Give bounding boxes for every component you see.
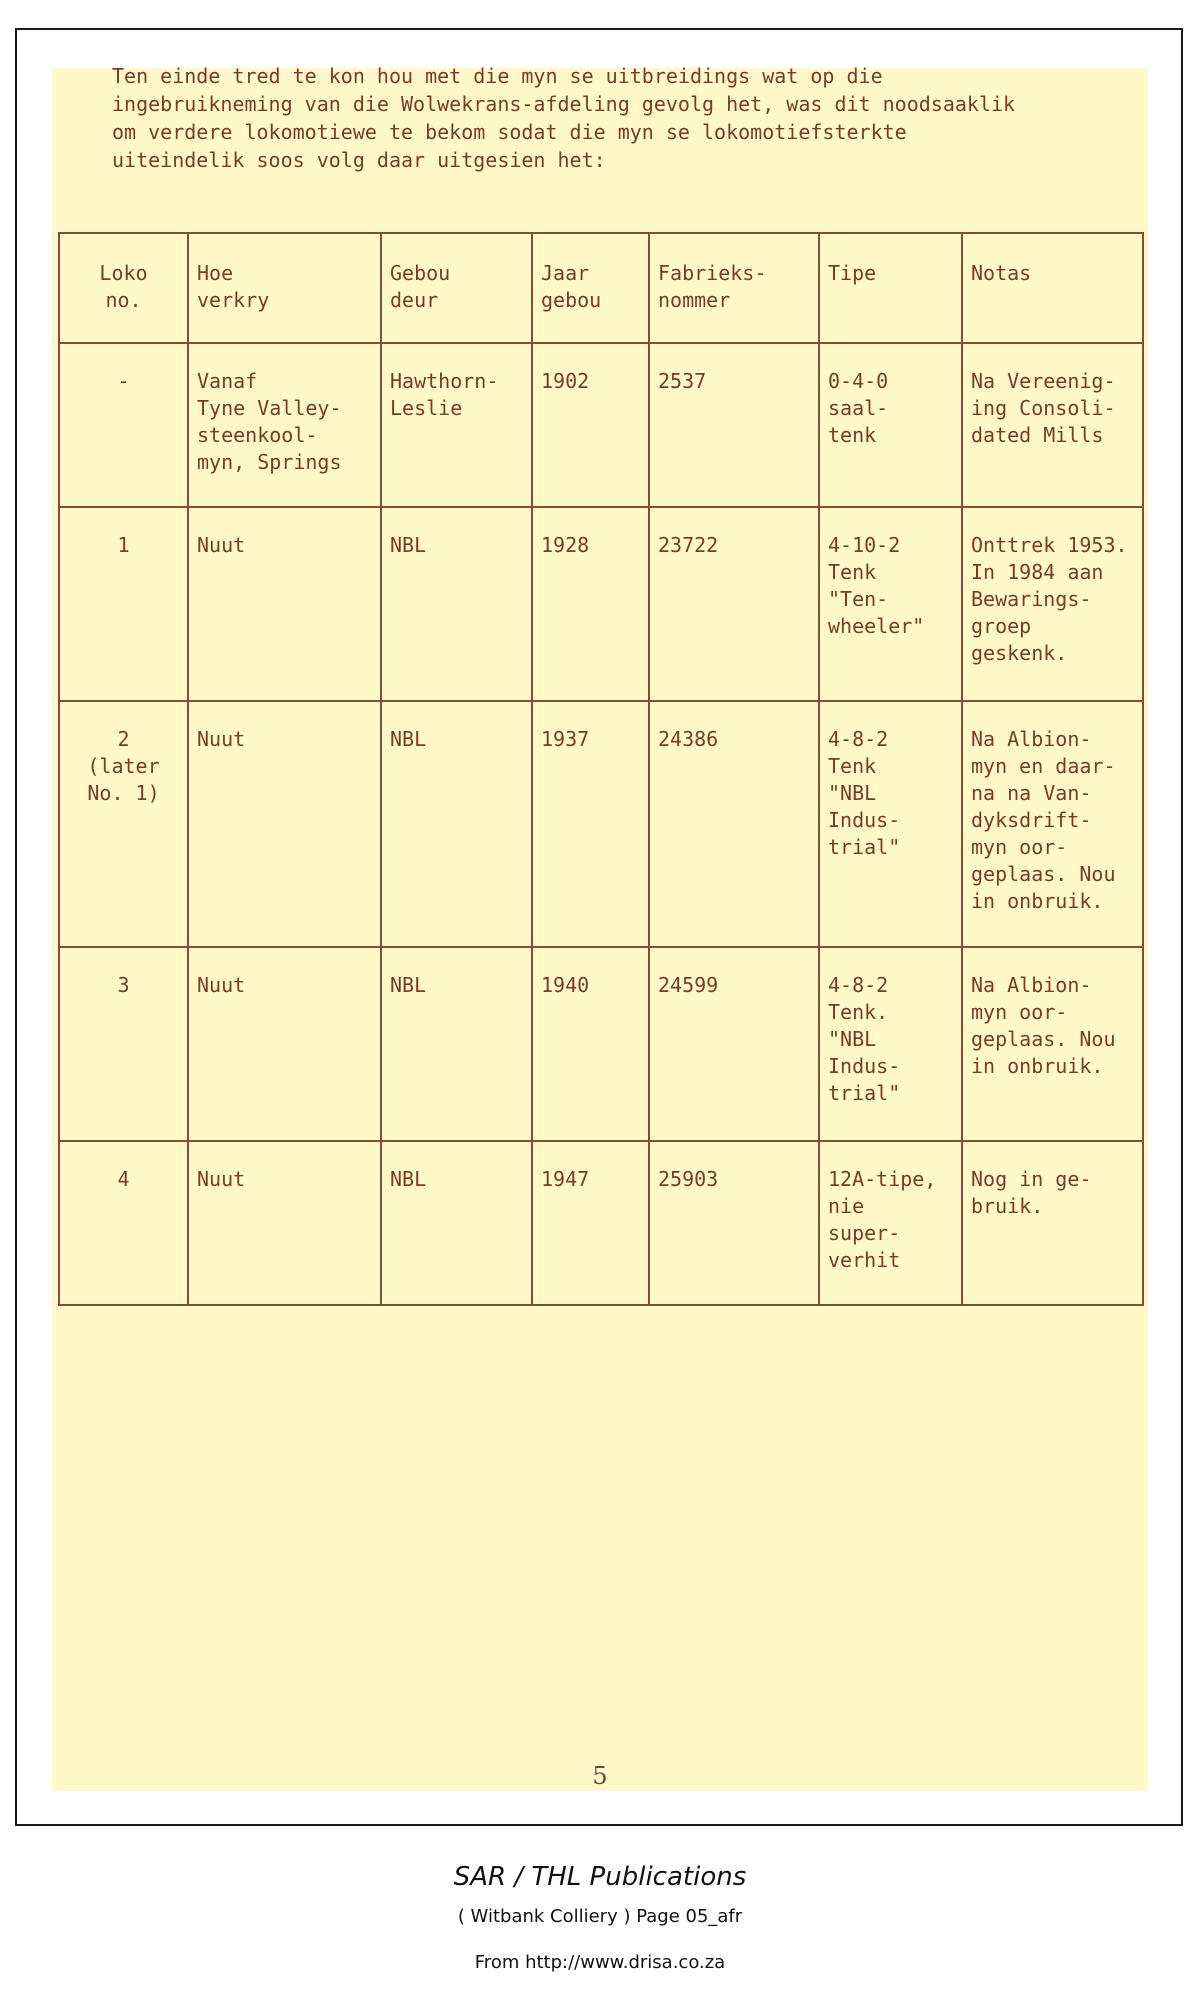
cell-tipe: 0-4-0 saal- tenk bbox=[819, 343, 962, 507]
header-tipe: Tipe bbox=[819, 233, 962, 343]
header-notas: Notas bbox=[962, 233, 1143, 343]
table-row bbox=[59, 701, 1143, 947]
cell-fabrieksnommer: 25903 bbox=[649, 1141, 819, 1305]
cell-gebou-deur: NBL bbox=[381, 507, 532, 701]
cell-hoe-verkry: Nuut bbox=[188, 701, 381, 947]
header-hoe-verkry: Hoe verkry bbox=[188, 233, 381, 343]
cell-gebou-deur: NBL bbox=[381, 947, 532, 1141]
page-number: 5 bbox=[592, 1762, 608, 1790]
cell-fabrieksnommer: 2537 bbox=[649, 343, 819, 507]
cell-gebou-deur: NBL bbox=[381, 1141, 532, 1305]
table-row bbox=[59, 947, 1143, 1141]
cell-jaar-gebou: 1928 bbox=[532, 507, 649, 701]
caption-subtitle: ( Witbank Colliery ) Page 05_afr bbox=[457, 1906, 743, 1927]
header-fabrieksnommer: Fabrieks- nommer bbox=[649, 233, 819, 343]
intro-paragraph: Ten einde tred te kon hou met die myn se uitbreidings wat op die ingebruikneming van die Wolwekrans-afdeling gevolg het, was dit noodsaaklik om verdere lokomotiewe te bekom sodat die myn se lokomotiefsterkte uiteindelik soos volg daar uitgesien het: bbox=[112, 64, 1016, 172]
cell-tipe: 12A-tipe, nie super- verhit bbox=[819, 1141, 962, 1305]
cell-notas: Onttrek 1953. In 1984 aan Bewarings- groep geskenk. bbox=[962, 507, 1143, 701]
cell-tipe: 4-8-2 Tenk. "NBL Indus- trial" bbox=[819, 947, 962, 1141]
header-loko-no: Loko no. bbox=[59, 233, 188, 343]
cell-jaar-gebou: 1947 bbox=[532, 1141, 649, 1305]
cell-hoe-verkry: Nuut bbox=[188, 947, 381, 1141]
caption-source: From http://www.drisa.co.za bbox=[474, 1952, 726, 1973]
table-row bbox=[59, 1141, 1143, 1305]
cell-gebou-deur: NBL bbox=[381, 701, 532, 947]
cell-jaar-gebou: 1937 bbox=[532, 701, 649, 947]
cell-tipe: 4-8-2 Tenk "NBL Indus- trial" bbox=[819, 701, 962, 947]
table-header-row bbox=[59, 233, 1143, 343]
header-jaar-gebou: Jaar gebou bbox=[532, 233, 649, 343]
cell-loko-no: 4 bbox=[59, 1141, 188, 1305]
cell-notas: Na Vereenig- ing Consoli- dated Mills bbox=[962, 343, 1143, 507]
cell-loko-no: 3 bbox=[59, 947, 188, 1141]
cell-notas: Na Albion- myn en daar- na na Van- dyksdrift- myn oor- geplaas. Nou in onbruik. bbox=[962, 701, 1143, 947]
cell-jaar-gebou: 1940 bbox=[532, 947, 649, 1141]
cell-fabrieksnommer: 24386 bbox=[649, 701, 819, 947]
cell-jaar-gebou: 1902 bbox=[532, 343, 649, 507]
cell-tipe: 4-10-2 Tenk "Ten- wheeler" bbox=[819, 507, 962, 701]
cell-gebou-deur: Hawthorn- Leslie bbox=[381, 343, 532, 507]
header-gebou-deur: Gebou deur bbox=[381, 233, 532, 343]
cell-loko-no: - bbox=[59, 343, 188, 507]
cell-hoe-verkry: Nuut bbox=[188, 1141, 381, 1305]
cell-hoe-verkry: Vanaf Tyne Valley- steenkool- myn, Springs bbox=[188, 343, 381, 507]
cell-notas: Na Albion- myn oor- geplaas. Nou in onbruik. bbox=[962, 947, 1143, 1141]
cell-notas: Nog in ge- bruik. bbox=[962, 1141, 1143, 1305]
table-row bbox=[59, 507, 1143, 701]
table-row bbox=[59, 343, 1143, 507]
locomotive-table bbox=[58, 232, 1144, 1306]
cell-hoe-verkry: Nuut bbox=[188, 507, 381, 701]
cell-fabrieksnommer: 24599 bbox=[649, 947, 819, 1141]
cell-fabrieksnommer: 23722 bbox=[649, 507, 819, 701]
caption-title: SAR / THL Publications bbox=[453, 1862, 747, 1892]
cell-loko-no: 2 (later No. 1) bbox=[59, 701, 188, 947]
cell-loko-no: 1 bbox=[59, 507, 188, 701]
